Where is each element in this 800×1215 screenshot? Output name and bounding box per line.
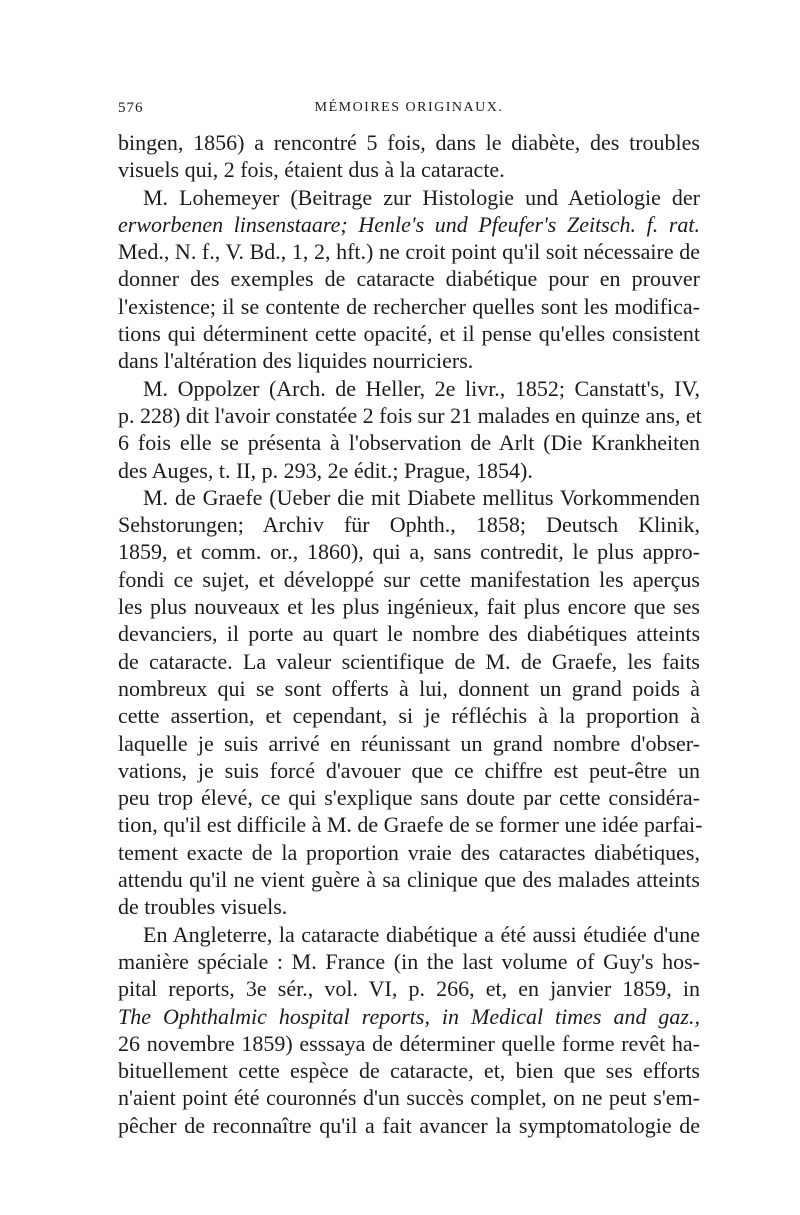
text-line: des Auges, t. II, p. 293, 2e édit.; Prague, 1854). (118, 457, 533, 483)
text-line: En Angleterre, la cataracte diabétique a été aussi étudiée d'une (143, 921, 700, 947)
text-line: vations, je suis forcé d'avouer que ce chiffre est peut-être un (118, 757, 700, 783)
text-line: pital reports, 3e sér., vol. VI, p. 266, et, en janvier 1859, in (118, 976, 700, 1002)
text-line: Med., N. f., V. Bd., 1, 2, hft.) ne croit point qu'il soit nécessaire de (118, 239, 700, 265)
text-line: peu trop élevé, ce qui s'explique sans doute par cette considéra- (118, 785, 700, 811)
text-line: 1859, et comm. or., 1860), qui a, sans contredit, le plus appro- (118, 539, 700, 565)
text-line: tement exacte de la proportion vraie des cataractes diabétiques, (118, 839, 700, 865)
text-line: bituellement cette espèce de cataracte, et, bien que ses efforts (118, 1058, 700, 1084)
text-line: de troubles visuels. (118, 894, 288, 920)
text-line: M. Oppolzer (Arch. de Heller, 2e livr., 1852; Canstatt's, IV, (143, 375, 700, 401)
text-line: pêcher de reconnaître qu'il a fait avancer la symptomatologie de (118, 1112, 700, 1138)
text-line: attendu qu'il ne vient guère à sa clinique que des malades atteints (118, 867, 700, 893)
running-head: MÉMOIRES ORIGINAUX. (314, 100, 504, 115)
text-line: laquelle je suis arrivé en réunissant un grand nombre d'obser- (118, 730, 700, 756)
text-line: tions qui déterminent cette opacité, et il pense qu'elles consistent (118, 321, 700, 347)
text-line: 6 fois elle se présenta à l'observation de Arlt (Die Krankheiten (118, 430, 700, 456)
text-line: visuels qui, 2 fois, étaient dus à la cataracte. (118, 157, 505, 183)
text-line: Sehstorungen; Archiv für Ophth., 1858; Deutsch Klinik, (118, 512, 700, 538)
page-number: 576 (118, 100, 144, 116)
text-line: nombreux qui se sont offerts à lui, donnent un grand poids à (118, 675, 700, 701)
text-line: bingen, 1856) a rencontré 5 fois, dans le diabète, des troubles (118, 130, 700, 155)
text-line: n'aient point été couronnés d'un succès complet, on ne peut s'em- (118, 1085, 700, 1111)
text-line: manière spéciale : M. France (in the last volume of Guy's hos- (118, 948, 700, 974)
text-line: erworbenen linsenstaare; Henle's und Pfeufer's Zeitsch. f. rat. (118, 211, 700, 237)
text-line: devanciers, il porte au quart le nombre des diabétiques atteints (118, 621, 700, 647)
text-line: de cataracte. La valeur scientifique de M. de Graefe, les faits (118, 648, 700, 674)
text-line: tion, qu'il est difficile à M. de Graefe de se former une idée parfai- (118, 812, 703, 838)
page-header (118, 100, 700, 122)
text-line: M. Lohemeyer (Beitrage zur Histologie und Aetiologie der (143, 184, 700, 210)
text-line: The Ophthalmic hospital reports, in Medical times and gaz., (118, 1003, 700, 1029)
text-line: p. 228) dit l'avoir constatée 2 fois sur 21 malades en quinze ans, et (118, 402, 702, 428)
text-line: l'existence; il se contente de rechercher quelles sont les modifica- (118, 293, 700, 319)
text-line: 26 novembre 1859) esssaya de déterminer quelle forme revêt ha- (118, 1030, 700, 1056)
text-line: les plus nouveaux et les plus ingénieux, fait plus encore que ses (118, 594, 700, 620)
text-line: fondi ce sujet, et développé sur cette manifestation les aperçus (118, 566, 700, 592)
text-line: donner des exemples de cataracte diabétique pour en prouver (118, 266, 700, 292)
body-text (118, 129, 703, 1139)
text-line: dans l'altération des liquides nourriciers. (118, 348, 474, 374)
text-line: cette assertion, et cependant, si je réfléchis à la proportion à (118, 703, 700, 729)
text-line: M. de Graefe (Ueber die mit Diabete mellitus Vorkommenden (143, 484, 700, 510)
